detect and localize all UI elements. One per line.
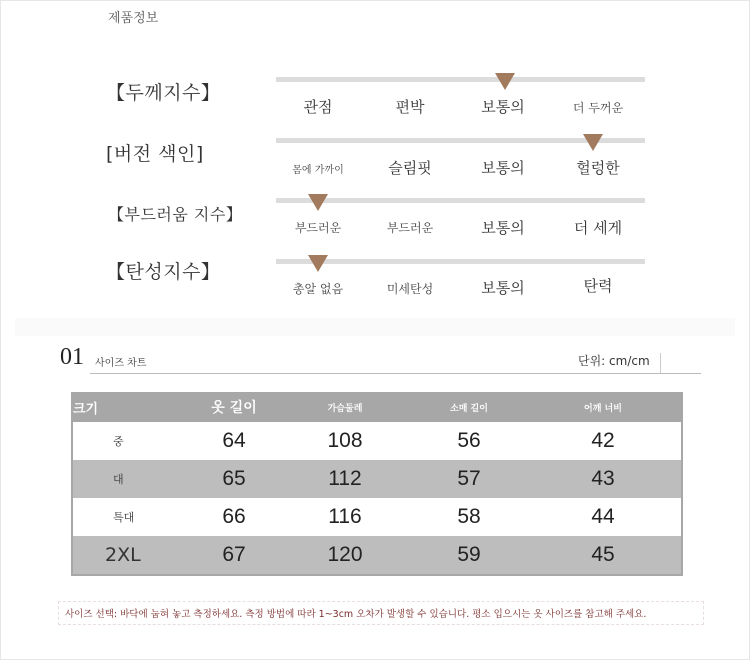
value-cell: 42	[525, 422, 682, 460]
unit-label: 단위: cm/cm	[578, 354, 650, 368]
attr-option: 헐렁한	[576, 159, 620, 177]
table-row	[72, 536, 682, 575]
attr-option: 보통의	[481, 219, 525, 237]
size-cell: 특대	[72, 498, 191, 536]
section-divider	[15, 318, 735, 336]
attr-option: 보통의	[481, 98, 525, 116]
size-table	[71, 392, 683, 576]
size-note: 사이즈 선택: 바닥에 눕혀 놓고 측정하세요. 측정 방법에 따라 1~3cm 오차가 발생할 수 있습니다. 평소 입으시는 옷 사이즈를 참고해 주세요.	[65, 609, 647, 620]
attr-option: 관점	[303, 98, 333, 116]
value-cell: 108	[277, 422, 413, 460]
marker-version	[583, 134, 603, 151]
table-row	[72, 498, 682, 536]
attr-option: 부드러운	[294, 221, 342, 235]
title-underline	[90, 373, 701, 374]
header-sleeve: 소매 길이	[413, 392, 525, 422]
marker-softness	[308, 194, 328, 211]
attr-bar-elasticity	[276, 259, 645, 264]
value-cell: 112	[277, 460, 413, 498]
attr-option: 더 두꺼운	[572, 101, 624, 115]
value-cell: 56	[413, 422, 525, 460]
size-cell: 중	[72, 422, 191, 460]
attr-option: 탄력	[583, 277, 613, 295]
page-title: 제품정보	[108, 11, 159, 26]
table-row	[72, 460, 682, 498]
attr-option: 미세탄성	[386, 282, 434, 296]
attr-option: 보통의	[481, 159, 525, 177]
value-cell: 59	[413, 536, 525, 575]
size-cell: 2XL	[72, 536, 191, 575]
value-cell: 65	[191, 460, 277, 498]
title-divider-tick	[660, 353, 661, 373]
marker-elasticity	[308, 255, 328, 272]
value-cell: 44	[525, 498, 682, 536]
header-length: 옷 길이	[191, 392, 277, 422]
header-shoulder: 어깨 너비	[525, 392, 682, 422]
attr-option: 몸에 가까이	[292, 165, 344, 176]
header-size: 크기	[72, 392, 191, 422]
size-cell: 대	[72, 460, 191, 498]
value-cell: 45	[525, 536, 682, 575]
value-cell: 57	[413, 460, 525, 498]
table-header-row	[72, 392, 682, 422]
attr-option: 슬림핏	[388, 159, 432, 177]
attr-bar-softness	[276, 198, 645, 203]
attr-option: 부드러운	[386, 221, 434, 235]
value-cell: 66	[191, 498, 277, 536]
attr-option: 보통의	[481, 279, 525, 297]
attr-bar-thickness	[276, 77, 645, 82]
attr-label-version: [버전 색인]	[106, 143, 204, 165]
value-cell: 64	[191, 422, 277, 460]
attr-label-softness: 【부드러움 지수】	[108, 205, 243, 224]
attr-option: 편박	[395, 98, 425, 116]
attr-option: 총알 없음	[292, 282, 344, 296]
value-cell: 58	[413, 498, 525, 536]
section-number: 01	[60, 344, 84, 370]
value-cell: 43	[525, 460, 682, 498]
attr-option: 더 세게	[573, 219, 623, 237]
value-cell: 120	[277, 536, 413, 575]
marker-thickness	[495, 73, 515, 90]
header-chest: 가슴둘레	[277, 392, 413, 422]
attr-label-elasticity: 【탄성지수】	[106, 261, 221, 283]
value-cell: 116	[277, 498, 413, 536]
table-row	[72, 422, 682, 460]
size-chart-title: 사이즈 차트	[95, 358, 147, 369]
value-cell: 67	[191, 536, 277, 575]
attr-label-thickness: 【두께지수】	[106, 82, 221, 104]
